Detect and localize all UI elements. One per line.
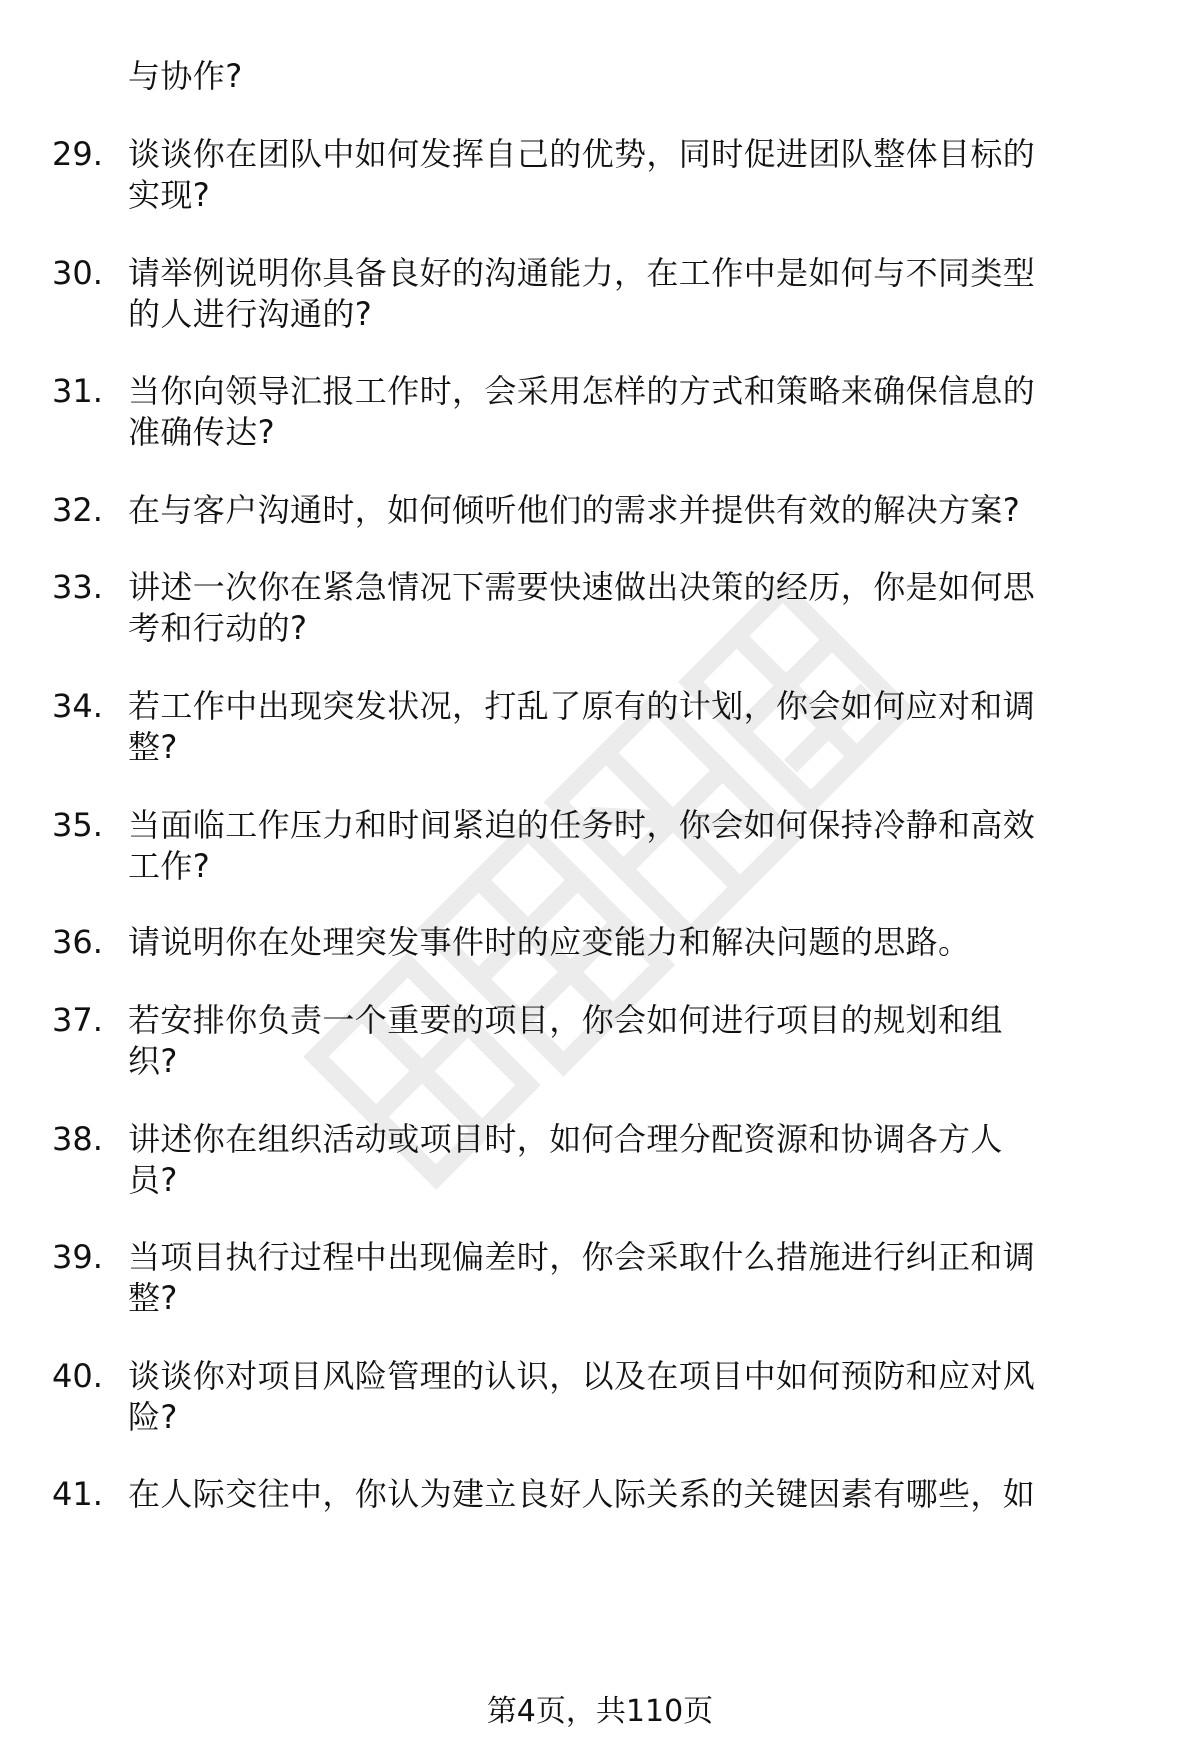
question-number: 41. [52, 1475, 103, 1513]
question-line: 若工作中出现突发状况，打乱了原有的计划，你会如何应对和调 [128, 687, 1036, 725]
question-line: 整? [128, 1279, 178, 1317]
question-line: 考和行动的? [128, 609, 308, 647]
question-line: 在人际交往中，你认为建立良好人际关系的关键因素有哪些，如 [128, 1475, 1036, 1513]
question-number: 31. [52, 372, 103, 410]
question-line: 险? [128, 1398, 178, 1436]
question-line: 谈谈你在团队中如何发挥自己的优势，同时促进团队整体目标的 [128, 135, 1036, 173]
question-line: 当面临工作压力和时间紧迫的任务时，你会如何保持冷静和高效 [128, 806, 1036, 844]
page-footer: 第4页，共110页 [486, 1694, 714, 1729]
question-line: 当你向领导汇报工作时，会采用怎样的方式和策略来确保信息的 [128, 372, 1036, 410]
question-line: 织? [128, 1042, 178, 1080]
question-number: 40. [52, 1357, 103, 1395]
question-line: 讲述一次你在紧急情况下需要快速做出决策的经历，你是如何思 [128, 568, 1036, 606]
question-line: 实现? [128, 176, 211, 214]
question-number: 36. [52, 923, 103, 961]
question-line: 准确传达? [128, 413, 275, 451]
watermark-logo [170, 430, 1070, 1330]
question-number: 37. [52, 1001, 103, 1039]
question-number: 35. [52, 806, 103, 844]
question-line: 讲述你在组织活动或项目时，如何合理分配资源和协调各方人 [128, 1120, 1003, 1158]
question-number: 39. [52, 1238, 103, 1276]
question-number: 33. [52, 568, 103, 606]
question-line: 的人进行沟通的? [128, 295, 373, 333]
question-line: 请举例说明你具备良好的沟通能力，在工作中是如何与不同类型 [128, 254, 1036, 292]
question-number: 30. [52, 254, 103, 292]
question-line: 请说明你在处理突发事件时的应变能力和解决问题的思路。 [128, 923, 971, 961]
question-line: 员? [128, 1161, 178, 1199]
question-line: 整? [128, 728, 178, 766]
question-number: 38. [52, 1120, 103, 1158]
question-line: 工作? [128, 847, 211, 885]
question-line: 若安排你负责一个重要的项目，你会如何进行项目的规划和组 [128, 1001, 1003, 1039]
question-number: 34. [52, 687, 103, 725]
question-number: 29. [52, 135, 103, 173]
question-line: 在与客户沟通时，如何倾听他们的需求并提供有效的解决方案? [128, 491, 1021, 529]
question-number: 32. [52, 491, 103, 529]
question-line: 谈谈你对项目风险管理的认识，以及在项目中如何预防和应对风 [128, 1357, 1036, 1395]
question-line: 与协作? [128, 57, 243, 95]
question-line: 当项目执行过程中出现偏差时，你会采取什么措施进行纠正和调 [128, 1238, 1036, 1276]
